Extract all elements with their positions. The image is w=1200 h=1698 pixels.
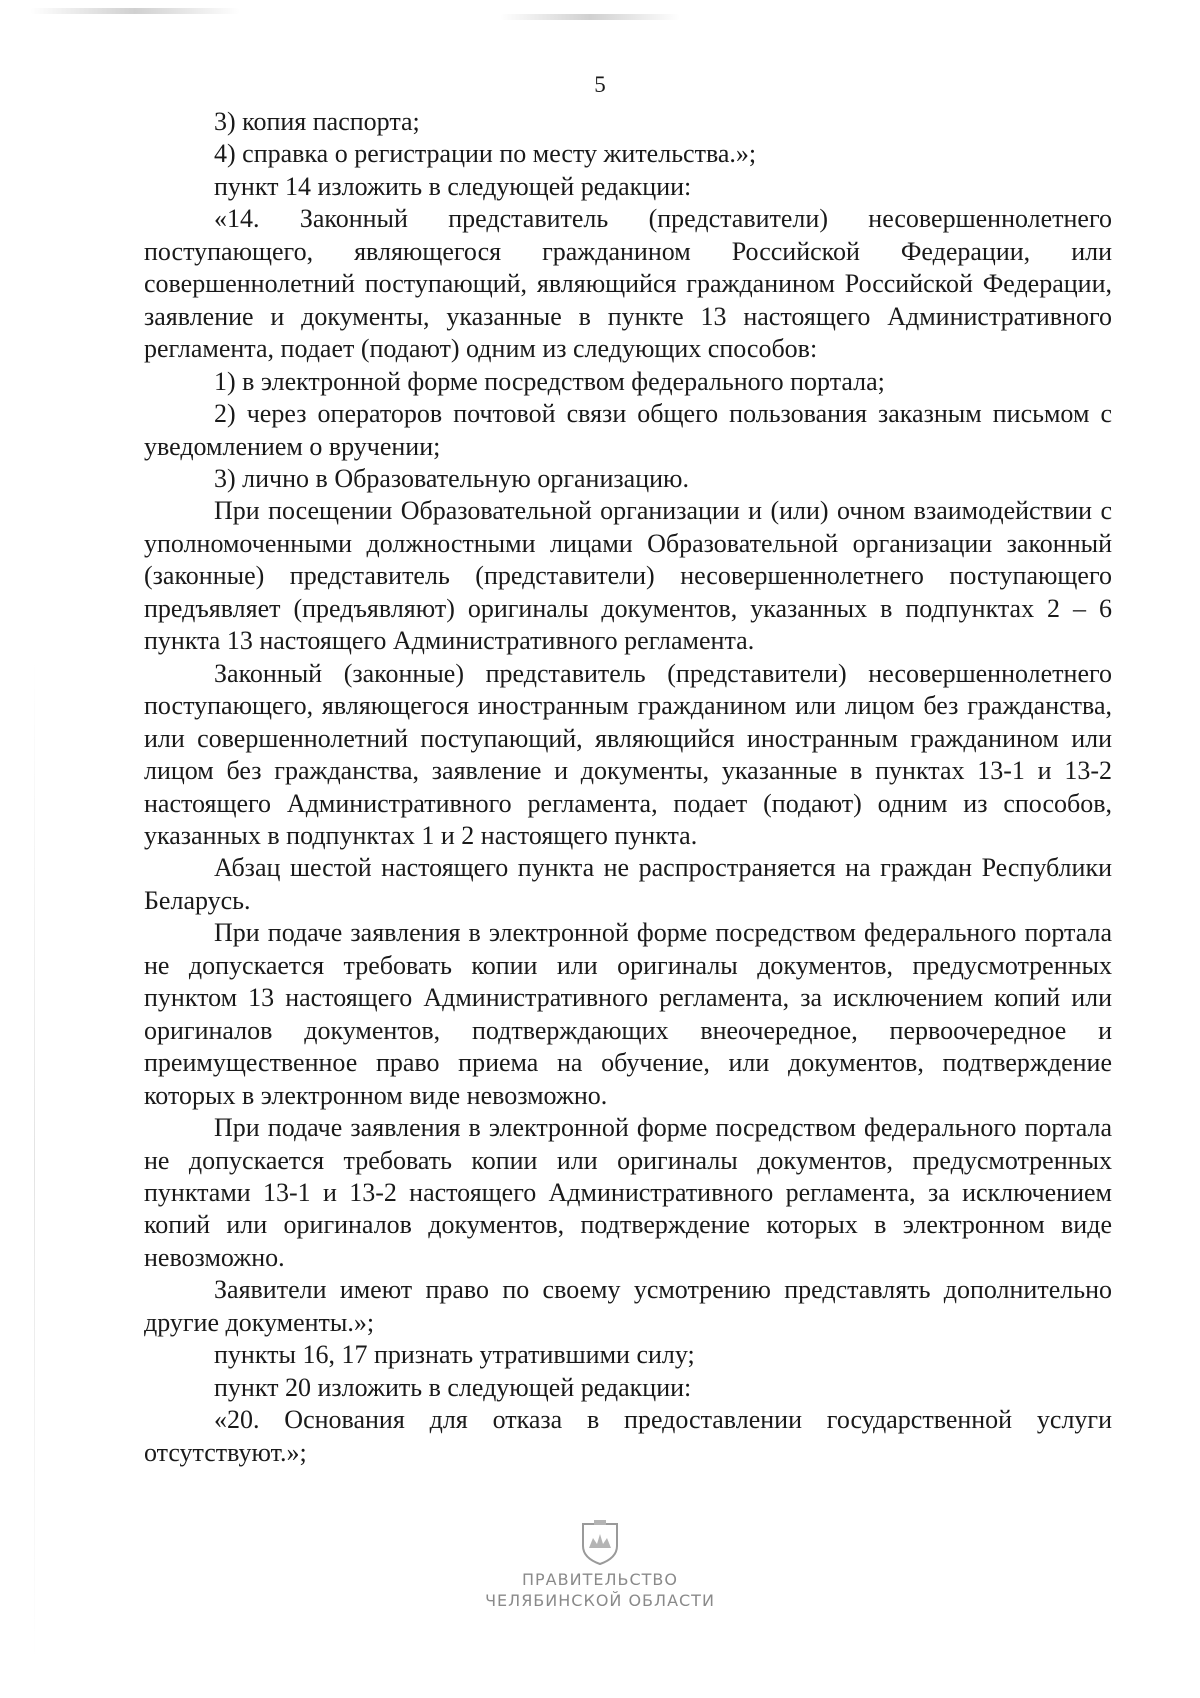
government-seal bbox=[0, 1518, 1200, 1610]
paragraph: Законный (законные) представитель (представители) несовершеннолетнего поступающего, являющегося иностранным гражданином или лицом без гражданства, или совершеннолетний поступающий, являющийся иностранным гражданином или лицом без гражданства, заявление и документы, указанные в пунктах 13-1 и 13-2 настоящего Административного регламента, подает (подают) одним из способов, указанных в подпунктах 1 и 2 настоящего пункта. bbox=[144, 658, 1112, 850]
paragraph: 3) копия паспорта; bbox=[214, 107, 420, 136]
scan-artifact bbox=[500, 14, 680, 20]
page-number: 5 bbox=[594, 72, 606, 97]
paragraph: пункт 20 изложить в следующей редакции: bbox=[214, 1372, 692, 1402]
paragraph: Абзац шестой настоящего пункта не распространяется на граждан Республики Беларусь. bbox=[144, 853, 1112, 915]
paragraph: При подаче заявления в электронной форме посредством федерального портала не допускается требовать копии или оригиналы документов, предусмотренных пунктом 13 настоящего Административного регламента, за исключением копий или оригиналов документов, подтверждающих внеочередное, первоочередное и преимущественное право приема на обучение, или документов, подтверждение которых в электронном виде невозможно. bbox=[144, 918, 1112, 1110]
seal-line-2: ЧЕЛЯБИНСКОЙ ОБЛАСТИ bbox=[485, 1591, 715, 1610]
paragraph: Заявители имеют право по своему усмотрению представлять дополнительно другие документы.»; bbox=[144, 1275, 1112, 1337]
paragraph: При подаче заявления в электронной форме посредством федерального портала не допускается требовать копии или оригиналы документов, предусмотренных пунктами 13-1 и 13-2 настоящего Административного регламента, за исключением копий или оригиналов документов, подтверждение которых в электронном виде невозможно. bbox=[144, 1113, 1112, 1272]
scan-artifact bbox=[30, 8, 240, 14]
paragraph: пункт 14 изложить в следующей редакции: bbox=[214, 171, 692, 201]
paragraph: 2) через операторов почтовой связи общего пользования заказным письмом с уведомлением о вручении; bbox=[144, 399, 1112, 461]
seal-line-1: ПРАВИТЕЛЬСТВО bbox=[522, 1570, 678, 1589]
document-body bbox=[144, 106, 1112, 1469]
paragraph: 3) лично в Образовательную организацию. bbox=[214, 463, 689, 493]
paragraph: «14. Законный представитель (представители) несовершеннолетнего поступающего, являющегося гражданином Российской Федерации, или совершеннолетний поступающий, являющийся гражданином Российской Федерации, заявление и документы, указанные в пункте 13 настоящего Административного регламента, подает (подают) одним из следующих способов: bbox=[144, 204, 1112, 364]
paragraph: 1) в электронной форме посредством федерального портала; bbox=[214, 366, 885, 396]
paragraph: При посещении Образовательной организации и (или) очном взаимодействии с уполномоченными должностными лицами Образовательной организации законный (законные) представитель (представители) несовершеннолетнего поступающего предъявляет (предъявляют) оригиналы документов, указанных в подпунктах 2 – 6 пункта 13 настоящего Административного регламента. bbox=[144, 496, 1112, 656]
paragraph: пункты 16, 17 признать утратившими силу; bbox=[214, 1340, 695, 1370]
paragraph: «20. Основания для отказа в предоставлении государственной услуги отсутствуют.»; bbox=[144, 1405, 1112, 1467]
paragraph: 4) справка о регистрации по месту жительства.»; bbox=[214, 139, 757, 169]
scan-artifact bbox=[34, 660, 35, 1660]
coat-of-arms-icon bbox=[579, 1518, 621, 1566]
